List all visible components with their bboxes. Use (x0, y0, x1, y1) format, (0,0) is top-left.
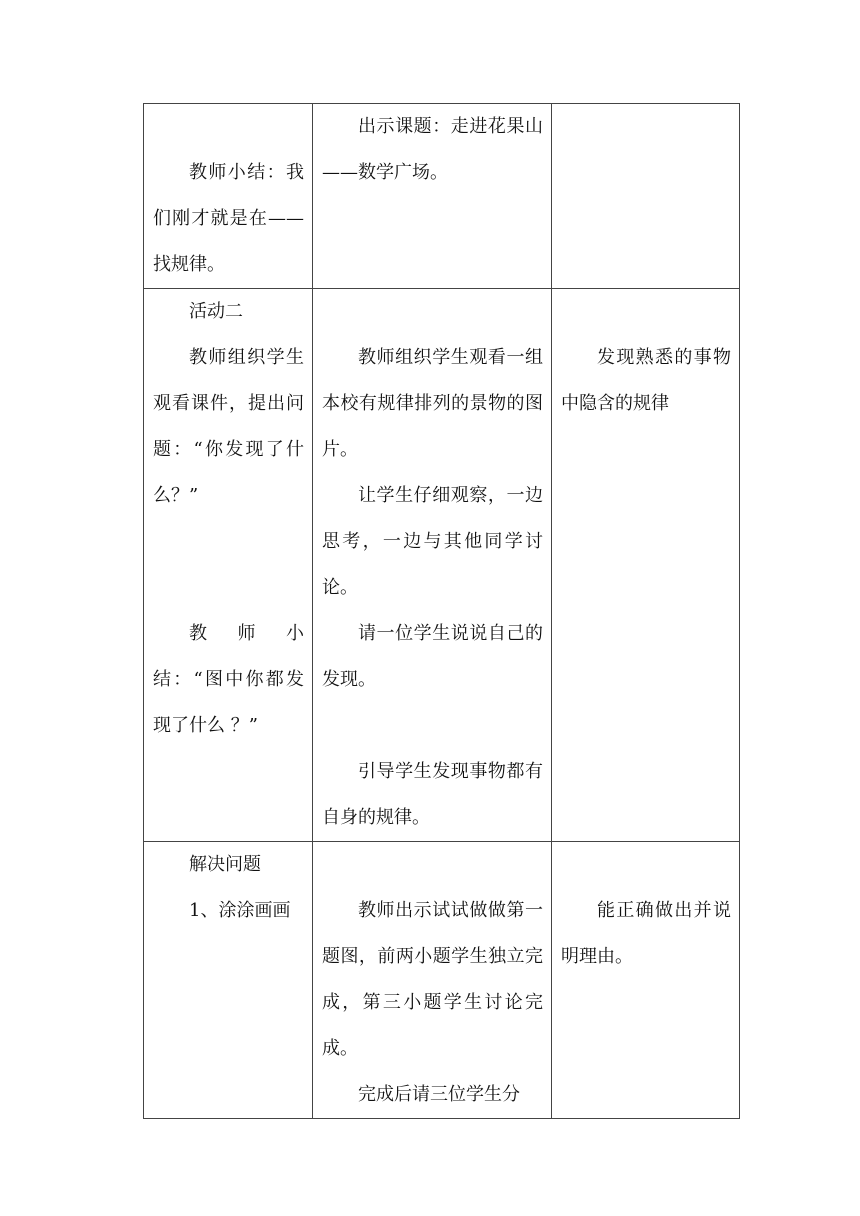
table-cell-goal (552, 104, 740, 289)
table-row (144, 289, 740, 842)
table-cell-description (313, 289, 552, 842)
paragraph: 活动二 (189, 301, 243, 322)
table-cell-goal (552, 289, 740, 842)
lesson-plan-table (143, 103, 740, 1119)
paragraph: 教师小结：我们刚才就是在——找规律。 (153, 162, 304, 275)
paragraph: 发现熟悉的事物中隐含的规律 (561, 347, 731, 414)
table-cell-teacher-activity (144, 104, 313, 289)
paragraph: 让学生仔细观察，一边思考，一边与其他同学讨论。 (322, 485, 543, 598)
paragraph: 请一位学生说说自己的发现。 (322, 623, 543, 690)
paragraph: 完成后请三位学生分 (358, 1084, 520, 1105)
paragraph: 引导学生发现事物都有自身的规律。 (322, 761, 543, 828)
table-cell-teacher-activity (144, 289, 313, 842)
paragraph: 解决问题 (189, 854, 261, 875)
paragraph: 1、涂涂画画 (189, 900, 291, 921)
paragraph: 出示课题：走进花果山——数学广场。 (322, 116, 543, 183)
paragraph: 教师小结：“图中你都发现了什么 ？” (153, 623, 304, 736)
paragraph: 教师出示试试做做第一题图，前两小题学生独立完成，第三小题学生讨论完成。 (322, 900, 543, 1059)
table-cell-teacher-activity (144, 842, 313, 1119)
paragraph: 教师组织学生观看课件，提出问题：“你发现了什么？” (153, 347, 304, 506)
paragraph: 教师组织学生观看一组本校有规律排列的景物的图片。 (322, 347, 543, 460)
table-cell-description (313, 104, 552, 289)
table-cell-goal (552, 842, 740, 1119)
table-row (144, 842, 740, 1119)
table-row (144, 104, 740, 289)
paragraph: 能正确做出并说明理由。 (561, 900, 731, 967)
table-cell-description (313, 842, 552, 1119)
